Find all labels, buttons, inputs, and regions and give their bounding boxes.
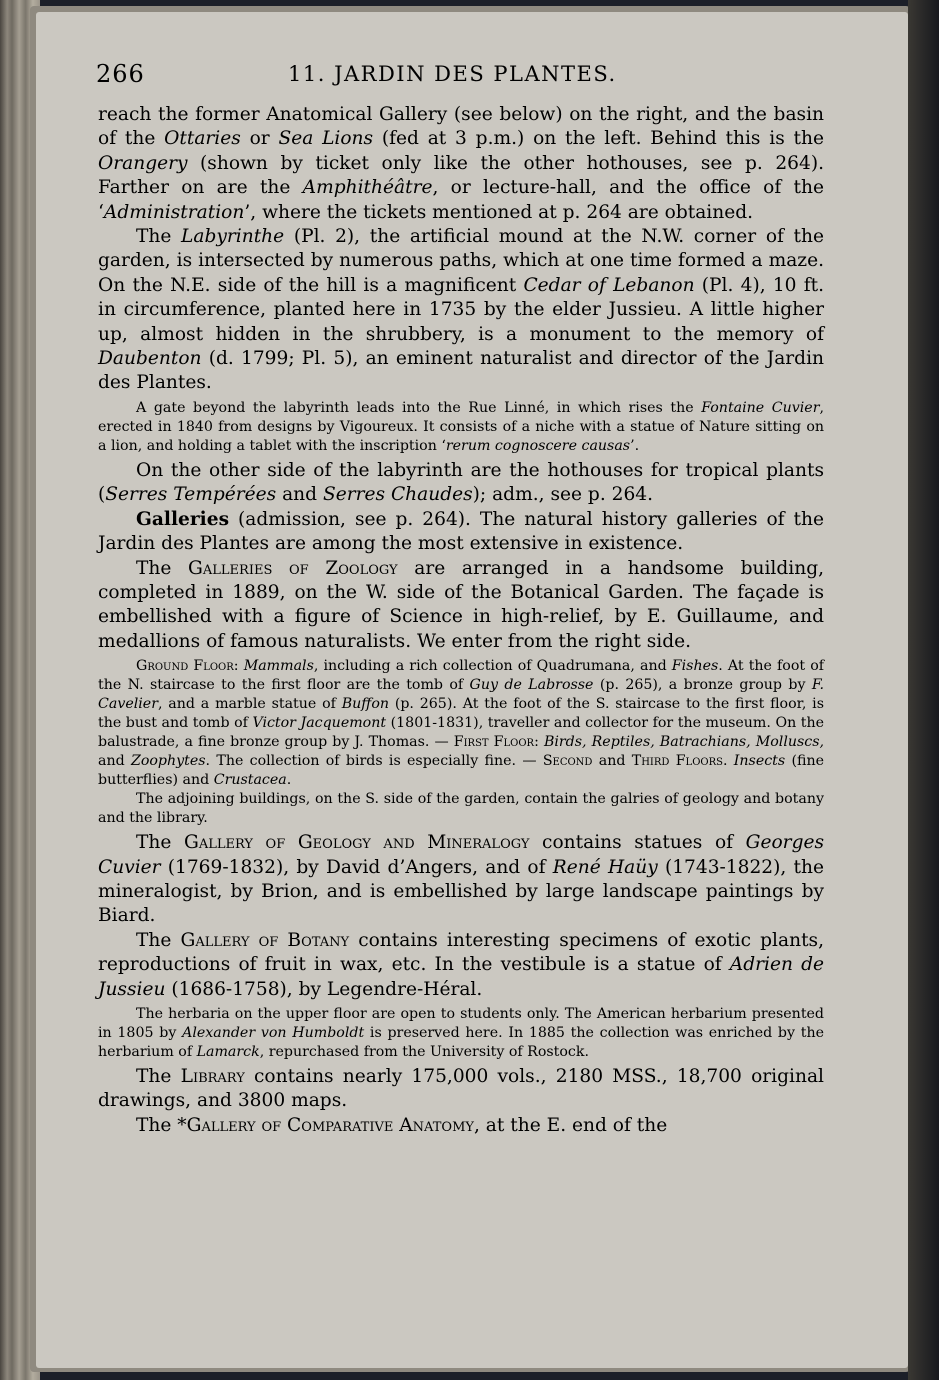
- small-caps-text: Ground Floor: [136, 658, 234, 675]
- text-run: contains nearly 175,000 vols., 2180 MSS., 18,700 original drawings, and 3800 maps.: [98, 1065, 824, 1112]
- small-caps-text: Galleries of Zoology: [188, 557, 398, 579]
- text-run: , at the E. end of the: [473, 1114, 668, 1136]
- text-run: or: [240, 128, 279, 150]
- text-run: ); adm., see p. 264.: [472, 484, 654, 506]
- text-run: The: [136, 1065, 181, 1087]
- note-paragraph: [98, 1005, 824, 1062]
- italic-text: Adrien de Jussieu: [98, 954, 824, 1000]
- italic-text: René Haüy: [552, 856, 658, 878]
- paragraph: [98, 1114, 824, 1138]
- text-run: ’, where the tickets mentioned at p. 264 are obtained.: [244, 201, 754, 223]
- text-run: reach the former Anatomical Gallery (see below) on the right, and the basin of the: [98, 104, 824, 150]
- italic-text: Serres Chaudes: [322, 484, 473, 506]
- paragraph: [98, 459, 824, 508]
- italic-text: Ottaries: [164, 128, 241, 150]
- small-caps-text: Gallery of Geology and Mineralogy: [183, 832, 530, 854]
- italic-text: Administration: [103, 201, 245, 223]
- text-run: (1769-1832), by David d’Angers, and of: [160, 856, 553, 878]
- italic-text: Fontaine Cuvier: [701, 399, 820, 416]
- text-run: A gate beyond the labyrinth leads into the Rue Linné, in which rises the: [136, 399, 702, 416]
- text-run: . At the foot of the N. staircase to the first floor are the tomb of: [98, 658, 824, 694]
- italic-text: Sea Lions: [278, 128, 374, 150]
- paragraph: [98, 1065, 824, 1114]
- text-run: The *: [136, 1114, 187, 1136]
- text-run: :: [534, 734, 544, 751]
- text-run: and: [98, 753, 131, 770]
- italic-text: Georges Cuvier: [98, 832, 825, 878]
- note-paragraph: [98, 657, 824, 790]
- text-run: (shown by ticket only like the other hothouses, see p. 264). Farther on are the: [98, 152, 824, 199]
- text-run: The herbaria on the upper floor are open to students only. The American herbarium presented in 1805 by: [98, 1005, 824, 1041]
- text-run: .: [286, 772, 292, 789]
- italic-text: Insects: [733, 753, 786, 770]
- italic-text: Crustacea: [213, 772, 287, 789]
- small-caps-text: Second: [542, 753, 593, 770]
- text-run: , erected in 1840 from designs by Vigoureux. It consists of a niche with a statue of Nature sitting on a lion, and holding a tablet with the inscription ‘: [98, 399, 824, 454]
- text-run: The: [136, 832, 184, 854]
- text-run: , repurchased from the University of Rostock.: [259, 1043, 589, 1060]
- text-run: (1686-1758), by Legendre-Héral.: [165, 978, 483, 1000]
- italic-text: Orangery: [98, 152, 188, 174]
- text-run: (admission, see p. 264). The natural history galleries of the Jardin des Plantes are among the most extensive in existence.: [98, 508, 824, 555]
- text-run: . The collection of birds is especially fine. —: [205, 753, 543, 770]
- italic-text: Buffon: [341, 696, 389, 713]
- italic-text: Labyrinthe: [181, 226, 285, 248]
- italic-text: Fishes: [671, 658, 719, 675]
- small-caps-text: Library: [180, 1065, 245, 1087]
- page-number: 266: [96, 60, 145, 88]
- paragraph: [98, 831, 824, 929]
- text-run: (1743-1822), the mineralogist, by Brion, and is embellished by large landscape paintings by Biard.: [98, 856, 824, 927]
- text-run: (p. 265), a bronze group by: [593, 677, 812, 694]
- text-run: and: [276, 484, 323, 506]
- text-run: ’.: [630, 437, 640, 454]
- text-run: is preserved here. In 1885 the collection was enriched by the herbarium of: [98, 1024, 824, 1060]
- italic-text: Mammals: [243, 658, 314, 675]
- paragraph: [98, 508, 824, 557]
- italic-text: Guy de Labrosse: [469, 677, 594, 694]
- paragraph: [98, 225, 824, 396]
- paragraph: [98, 929, 824, 1002]
- text-run: contains interesting specimens of exotic plants, reproductions of fruit in wax, etc. In the vestibule is a statue of: [98, 929, 824, 976]
- italic-text: Victor Jacquemont: [252, 715, 387, 732]
- text-run: (p. 265). At the foot of the S. staircase to the first floor, is the bust and tomb of: [98, 696, 825, 732]
- text-run: and: [592, 753, 632, 770]
- running-header: [96, 60, 836, 96]
- italic-text: Birds, Reptiles, Batrachians, Molluscs,: [543, 734, 825, 751]
- small-caps-text: First Floor: [453, 734, 535, 751]
- text-run: , or lecture-hall, and the office of the ‘: [98, 177, 824, 223]
- italic-text: rerum cognoscere causas: [445, 437, 631, 454]
- text-run: (fed at 3 p.m.) on the left. Behind this is the: [373, 128, 824, 150]
- text-run: are arranged in a handsome building, completed in 1889, on the W. side of the Botanical Garden. The façade is embellished with a figure of Science in high-relief, by E. Guillaume, and medallions of famous naturalists. We enter from the right side.: [98, 557, 825, 652]
- note-paragraph: [98, 790, 824, 828]
- paragraph: [98, 557, 824, 655]
- text-run: (1801-1831), traveller and collector for the museum. On the balustrade, a fine bronze group by J. Thomas. —: [98, 715, 825, 751]
- text-run: The: [136, 557, 189, 579]
- text-run: (Pl. 2), the artificial mound at the N.W. corner of the garden, is intersected by numerous paths, which at one time formed a maze. On the N.E. side of the hill is a magnificent: [98, 226, 824, 296]
- italic-text: Zoophytes: [130, 753, 206, 770]
- paragraph: [98, 103, 824, 225]
- text-run: .: [722, 753, 734, 770]
- italic-text: Lamarck: [196, 1043, 260, 1060]
- small-caps-text: Gallery of Botany: [180, 929, 350, 951]
- running-title: 11. JARDIN DES PLANTES.: [288, 62, 617, 86]
- text-run: :: [233, 658, 244, 675]
- text-run: On the other side of the labyrinth are the hothouses for tropical plants (: [98, 459, 824, 506]
- text-run: The: [136, 226, 182, 248]
- small-caps-text: Third Floors: [631, 753, 723, 770]
- bold-text: Galleries: [136, 508, 230, 530]
- text-run: , and a marble statue of: [157, 696, 342, 713]
- italic-text: Daubenton: [98, 348, 202, 370]
- small-caps-text: Gallery of Comparative Anatomy: [186, 1114, 474, 1136]
- body-text: [98, 103, 824, 1138]
- text-run: contains statues of: [529, 832, 746, 854]
- italic-text: Amphithéâtre: [302, 177, 433, 199]
- italic-text: Cedar of Lebanon: [523, 274, 695, 296]
- background-edge: [908, 0, 939, 1380]
- text-run: The: [136, 929, 181, 951]
- text-run: , including a rich collection of Quadrumana, and: [313, 658, 672, 675]
- text-run: (fine butterflies) and: [98, 753, 824, 789]
- note-paragraph: [98, 399, 824, 456]
- italic-text: F. Cavelier: [98, 677, 824, 713]
- text-run: The adjoining buildings, on the S. side of the garden, contain the galries of geology and botany and the library.: [98, 791, 824, 827]
- text-run: (Pl. 4), 10 ft. in circumference, planted here in 1735 by the elder Jussieu. A little higher up, almost hidden in the shrubbery, is a monument to the memory of: [98, 274, 824, 345]
- text-run: (d. 1799; Pl. 5), an eminent naturalist and director of the Jardin des Plantes.: [98, 348, 824, 394]
- italic-text: Serres Tempérées: [105, 484, 277, 506]
- italic-text: Alexander von Humboldt: [182, 1024, 365, 1041]
